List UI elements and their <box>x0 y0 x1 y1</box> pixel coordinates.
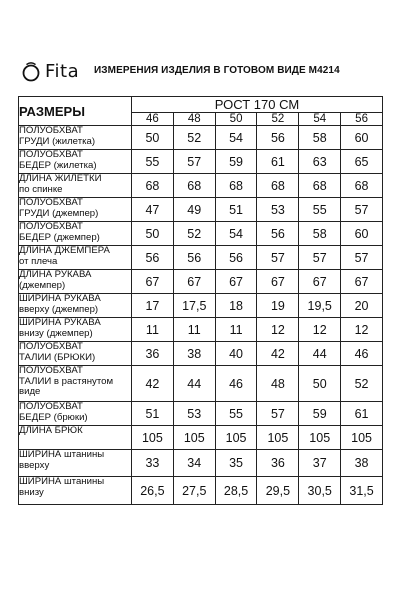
measurement-label-line: ТАЛИИ (БРЮКИ) <box>19 351 96 363</box>
measurement-value: 56 <box>132 246 174 270</box>
measurement-value: 57 <box>341 246 383 270</box>
table-row <box>19 426 383 450</box>
measurement-label-line: БЕДЕР (брюки) <box>19 411 88 423</box>
measurement-value: 12 <box>299 318 341 342</box>
measurement-label-line: ШИРИНА РУКАВА <box>19 317 101 328</box>
table-row <box>19 402 383 426</box>
brand-name: Fita <box>45 61 80 82</box>
measurement-value: 67 <box>341 270 383 294</box>
size-column-header: 48 <box>173 113 215 126</box>
measurement-label-line: вверху <box>19 459 50 471</box>
measurement-value: 54 <box>215 222 257 246</box>
measurement-label <box>19 318 132 342</box>
measurement-value: 51 <box>132 402 174 426</box>
table-row <box>19 198 383 222</box>
measurement-value: 68 <box>132 174 174 198</box>
measurement-value: 59 <box>299 402 341 426</box>
measurement-value: 18 <box>215 294 257 318</box>
measurement-value: 50 <box>132 126 174 150</box>
measurement-value: 68 <box>299 174 341 198</box>
measurement-value: 57 <box>257 246 299 270</box>
measurement-value: 27,5 <box>173 477 215 505</box>
measurement-label <box>19 402 132 426</box>
measurement-value: 33 <box>132 450 174 477</box>
measurement-value: 57 <box>299 246 341 270</box>
table-row <box>19 150 383 174</box>
measurement-value: 17 <box>132 294 174 318</box>
measurement-value: 42 <box>132 366 174 402</box>
table-row <box>19 126 383 150</box>
height-header: РОСТ 170 СМ <box>132 97 383 113</box>
measurement-value: 17,5 <box>173 294 215 318</box>
measurement-value: 46 <box>341 342 383 366</box>
measurement-value: 53 <box>173 402 215 426</box>
measurement-value: 105 <box>257 426 299 450</box>
measurement-label-line: по спинке <box>19 183 63 195</box>
measurement-label-line: внизу <box>19 486 44 498</box>
measurement-value: 55 <box>132 150 174 174</box>
measurement-value: 61 <box>257 150 299 174</box>
measurement-value: 30,5 <box>299 477 341 505</box>
measurement-label <box>19 150 132 174</box>
measurement-value: 105 <box>215 426 257 450</box>
measurement-value: 20 <box>341 294 383 318</box>
measurement-label <box>19 198 132 222</box>
measurement-label-line: (джемпер) <box>19 279 66 291</box>
measurement-value: 57 <box>257 402 299 426</box>
measurement-label <box>19 270 132 294</box>
page-title: ИЗМЕРЕНИЯ ИЗДЕЛИЯ В ГОТОВОМ ВИДЕ М4214 <box>94 65 340 76</box>
measurement-value: 61 <box>341 402 383 426</box>
measurement-value: 42 <box>257 342 299 366</box>
table-row <box>19 270 383 294</box>
measurement-value: 47 <box>132 198 174 222</box>
measurement-value: 38 <box>173 342 215 366</box>
measurement-value: 56 <box>257 222 299 246</box>
sizes-header: РАЗМЕРЫ <box>19 97 132 126</box>
measurement-value: 46 <box>215 366 257 402</box>
measurement-value: 105 <box>341 426 383 450</box>
measurement-label-line: ДЛИНА ЖИЛЕТКИ <box>19 173 102 184</box>
measurement-label-line: ТАЛИИ в растянутом <box>19 375 114 387</box>
measurement-label-line: БЕДЕР (жилетка) <box>19 159 97 171</box>
measurement-label-line: ШИРИНА РУКАВА <box>19 293 101 304</box>
measurement-value: 57 <box>173 150 215 174</box>
size-chart-table <box>18 96 383 505</box>
table-row <box>19 366 383 402</box>
measurement-value: 49 <box>173 198 215 222</box>
measurement-value: 50 <box>299 366 341 402</box>
measurement-value: 67 <box>257 270 299 294</box>
measurement-value: 58 <box>299 126 341 150</box>
measurement-label-line: ПОЛУОБХВАТ <box>19 125 83 136</box>
measurement-value: 67 <box>132 270 174 294</box>
measurement-label-line: внизу (джемпер) <box>19 327 93 339</box>
table-row <box>19 342 383 366</box>
measurement-value: 37 <box>299 450 341 477</box>
measurement-value: 53 <box>257 198 299 222</box>
measurement-value: 60 <box>341 222 383 246</box>
measurement-value: 36 <box>257 450 299 477</box>
measurement-value: 26,5 <box>132 477 174 505</box>
measurement-value: 105 <box>299 426 341 450</box>
table-row <box>19 222 383 246</box>
measurement-value: 51 <box>215 198 257 222</box>
size-column-header: 46 <box>132 113 174 126</box>
measurement-label-line: вверху (джемпер) <box>19 303 99 315</box>
measurement-value: 56 <box>173 246 215 270</box>
measurement-label-line: ПОЛУОБХВАТ <box>19 365 83 376</box>
brand-logo <box>20 61 79 83</box>
measurement-label-line: ШИРИНА штанины <box>19 449 105 460</box>
measurement-label-line: от плеча <box>19 255 58 267</box>
measurement-label-line: ДЛИНА БРЮК <box>19 425 83 436</box>
measurement-value: 68 <box>173 174 215 198</box>
measurement-label-line: ДЛИНА РУКАВА <box>19 269 92 280</box>
measurement-value: 12 <box>341 318 383 342</box>
measurement-value: 11 <box>173 318 215 342</box>
measurement-label-line: ПОЛУОБХВАТ <box>19 341 83 352</box>
measurement-label <box>19 174 132 198</box>
measurement-value: 56 <box>257 126 299 150</box>
page-header <box>18 60 388 86</box>
measurement-value: 11 <box>132 318 174 342</box>
measurement-value: 105 <box>173 426 215 450</box>
measurement-label-line: ГРУДИ (жилетка) <box>19 135 96 147</box>
measurement-value: 36 <box>132 342 174 366</box>
measurement-value: 40 <box>215 342 257 366</box>
measurement-value: 50 <box>132 222 174 246</box>
measurement-label-line: ПОЛУОБХВАТ <box>19 197 83 208</box>
measurement-value: 67 <box>299 270 341 294</box>
measurement-value: 55 <box>299 198 341 222</box>
table-row <box>19 174 383 198</box>
measurement-value: 11 <box>215 318 257 342</box>
measurement-label <box>19 366 132 402</box>
measurement-value: 35 <box>215 450 257 477</box>
measurement-value: 105 <box>132 426 174 450</box>
measurement-value: 29,5 <box>257 477 299 505</box>
measurement-value: 54 <box>215 126 257 150</box>
measurement-value: 67 <box>215 270 257 294</box>
measurement-value: 57 <box>341 198 383 222</box>
measurement-label <box>19 342 132 366</box>
measurement-value: 68 <box>341 174 383 198</box>
measurement-value: 65 <box>341 150 383 174</box>
size-column-header: 52 <box>257 113 299 126</box>
table-row <box>19 318 383 342</box>
table-row <box>19 294 383 318</box>
measurement-value: 34 <box>173 450 215 477</box>
measurement-label-line: ГРУДИ (джемпер) <box>19 207 99 219</box>
measurement-label <box>19 294 132 318</box>
measurement-label <box>19 426 132 450</box>
measurement-label <box>19 222 132 246</box>
measurement-label <box>19 450 132 477</box>
table-row <box>19 450 383 477</box>
measurement-label-line: ШИРИНА штанины <box>19 476 105 487</box>
measurement-value: 12 <box>257 318 299 342</box>
measurement-label-line: ПОЛУОБХВАТ <box>19 149 83 160</box>
measurement-value: 31,5 <box>341 477 383 505</box>
measurement-value: 52 <box>173 222 215 246</box>
fita-o-logo-icon <box>20 61 42 83</box>
measurement-value: 44 <box>299 342 341 366</box>
measurement-label-line: БЕДЕР (джемпер) <box>19 231 100 243</box>
measurement-label <box>19 246 132 270</box>
table-row <box>19 477 383 505</box>
measurement-value: 44 <box>173 366 215 402</box>
measurement-value: 56 <box>215 246 257 270</box>
measurement-label-line: ДЛИНА ДЖЕМПЕРА <box>19 245 110 256</box>
measurement-value: 60 <box>341 126 383 150</box>
measurement-value: 28,5 <box>215 477 257 505</box>
measurement-label-line: виде <box>19 386 41 397</box>
measurement-value: 19,5 <box>299 294 341 318</box>
size-column-header: 54 <box>299 113 341 126</box>
measurement-value: 58 <box>299 222 341 246</box>
measurement-value: 48 <box>257 366 299 402</box>
measurement-value: 59 <box>215 150 257 174</box>
measurement-value: 68 <box>257 174 299 198</box>
measurement-label-line: ПОЛУОБХВАТ <box>19 221 83 232</box>
measurement-label-line: ПОЛУОБХВАТ <box>19 401 83 412</box>
header-row <box>19 97 383 113</box>
measurement-value: 52 <box>173 126 215 150</box>
measurement-value: 19 <box>257 294 299 318</box>
size-column-header: 56 <box>341 113 383 126</box>
measurement-value: 67 <box>173 270 215 294</box>
measurement-value: 52 <box>341 366 383 402</box>
measurement-label <box>19 126 132 150</box>
measurement-value: 63 <box>299 150 341 174</box>
table-row <box>19 246 383 270</box>
measurement-value: 68 <box>215 174 257 198</box>
measurement-value: 38 <box>341 450 383 477</box>
measurement-label <box>19 477 132 505</box>
measurement-value: 55 <box>215 402 257 426</box>
size-column-header: 50 <box>215 113 257 126</box>
